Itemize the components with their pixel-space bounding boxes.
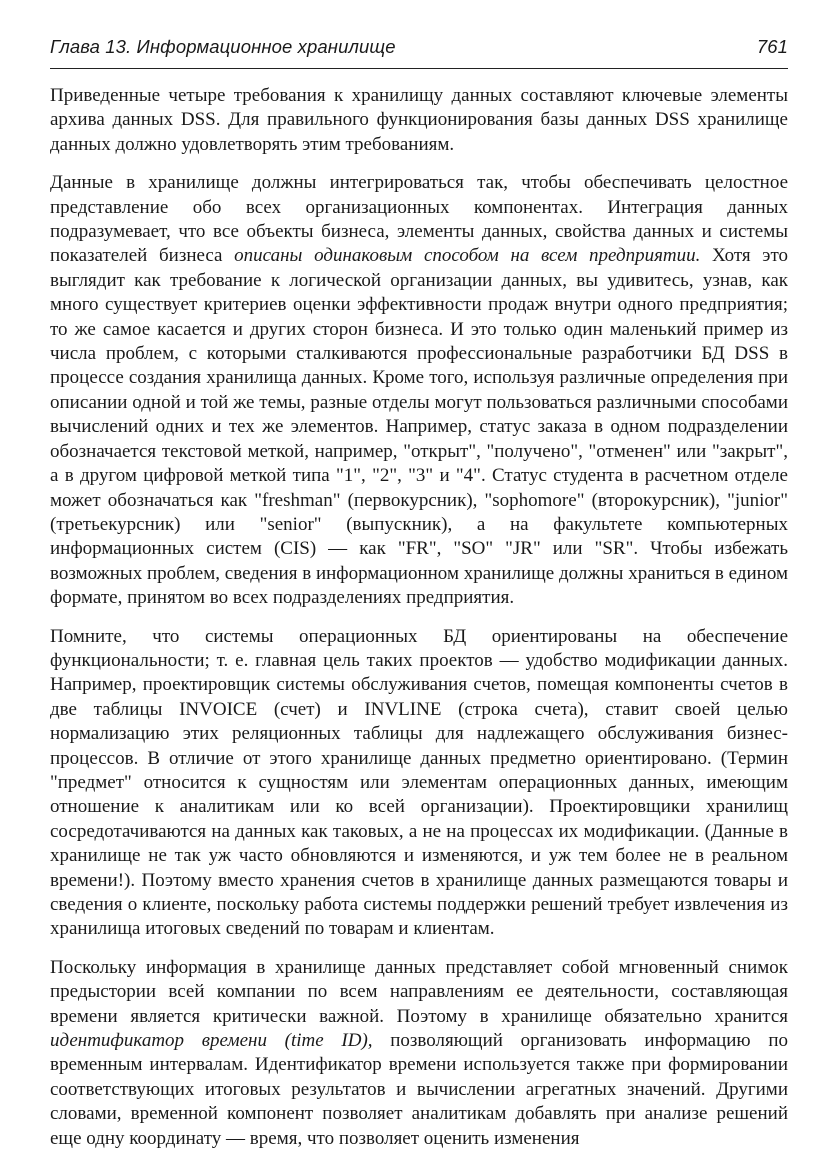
- paragraph-4-text-start: Поскольку информация в хранилище данных представляет собой мгновенный снимок предыстории всей компании по всем направлениям ее деятельности, составляющая времени является критически важной. Поэтому в хранилище обязательно хранится: [50, 956, 788, 1027]
- paragraph-2-text-end: Хотя это выглядит как требование к логической организации данных, вы удивитесь, узнав, как много существует критериев оценки эффективности продаж внутри одного предприятия; то же самое касается и других сторон бизнеса. И это только один маленький пример из числа проблем, с которыми сталкиваются профессиональные разработчики БД DSS в процессе создания хранилища данных. Кроме того, используя различные определения при описании одной и той же темы, разные отделы могут пользоваться различными способами вычислений одних и тех же элементов. Например, статус заказа в одном подразделении обозначается текстовой меткой, например, "открыт", "получено", "отменен" или "закрыт", а в другом цифровой меткой типа "1", "2", "3" и "4". Статус студента в расчетном отделе может обозначаться как "freshman" (первокурсник), "sophomore" (второкурсник), "junior" (третьекурсник) или "senior" (выпускник), а на факультете компьютерных информационных систем (CIS) — как "FR", "SO" "JR" или "SR". Чтобы избежать возможных проблем, сведения в информационном хранилище должны храниться в едином формате, принятом во всех подразделениях предприятия.: [50, 245, 788, 609]
- paragraph-2-text-start: Данные в хранилище должны интегрироваться так, чтобы обеспечивать целостное представление обо всех организационных компонентах. Интеграция данных подразумевает, что все объекты бизнеса, элементы данных, свойства данных и системы показателей бизнеса: [50, 172, 788, 267]
- header-rule: [50, 68, 788, 69]
- paragraph-1: Приведенные четыре требования к хранилищу данных составляют ключевые элементы архива данных DSS. Для правильного функционирования базы данных DSS хранилище данных должно удовлетворять этим требованиям.: [50, 85, 788, 155]
- paragraph-2-emphasis: описаны одинаковым способом на всем предприятии.: [234, 245, 701, 267]
- running-head: [50, 36, 788, 64]
- paragraph-3: Помните, что системы операционных БД ориентированы на обеспечение функциональности; т. е. главная цель таких проектов — удобство модификации данных. Например, проектировщик системы обслуживания счетов, помещая компоненты счетов в две таблицы INVOICE (счет) и INVLINE (строка счета), ставит своей целью нормализацию этих реляционных таблицы для надлежащего обслуживания бизнес-процессов. В отличие от этого хранилище данных предметно ориентировано. (Термин "предмет" относится к сущностям или элементам операционных данных, имеющим отношение к аналитикам или ко всей организации). Проектировщики хранилищ сосредотачиваются на данных как таковых, а не на процессах их модификации. (Данные в хранилище не так уж часто обновляются и изменяются, и уж тем более не в реальном времени!). Поэтому вместо хранения счетов в хранилище данных размещаются товары и сведения о клиенте, поскольку работа системы поддержки решений требует извлечения из хранилища итоговых сведений по товарам и клиентам.: [50, 625, 788, 940]
- page-number: 761: [756, 36, 788, 57]
- paragraph-4-text-end: позволяющий организовать информацию по временным интервалам. Идентификатор времени используется также при формировании соответствующих итоговых результатов и вычислении агрегатных значений. Другими словами, временной компонент позволяет аналитикам добавлять при анализе решений еще одну координату — время, что позволяет оценить изменения: [50, 1030, 789, 1149]
- body-text: [50, 84, 788, 1165]
- chapter-title: Глава 13. Информационное хранилище: [50, 36, 396, 57]
- paragraph-4: [50, 956, 788, 1151]
- paragraph-4-emphasis: идентификатор времени (time ID),: [50, 1030, 373, 1052]
- paragraph-2: [50, 171, 788, 610]
